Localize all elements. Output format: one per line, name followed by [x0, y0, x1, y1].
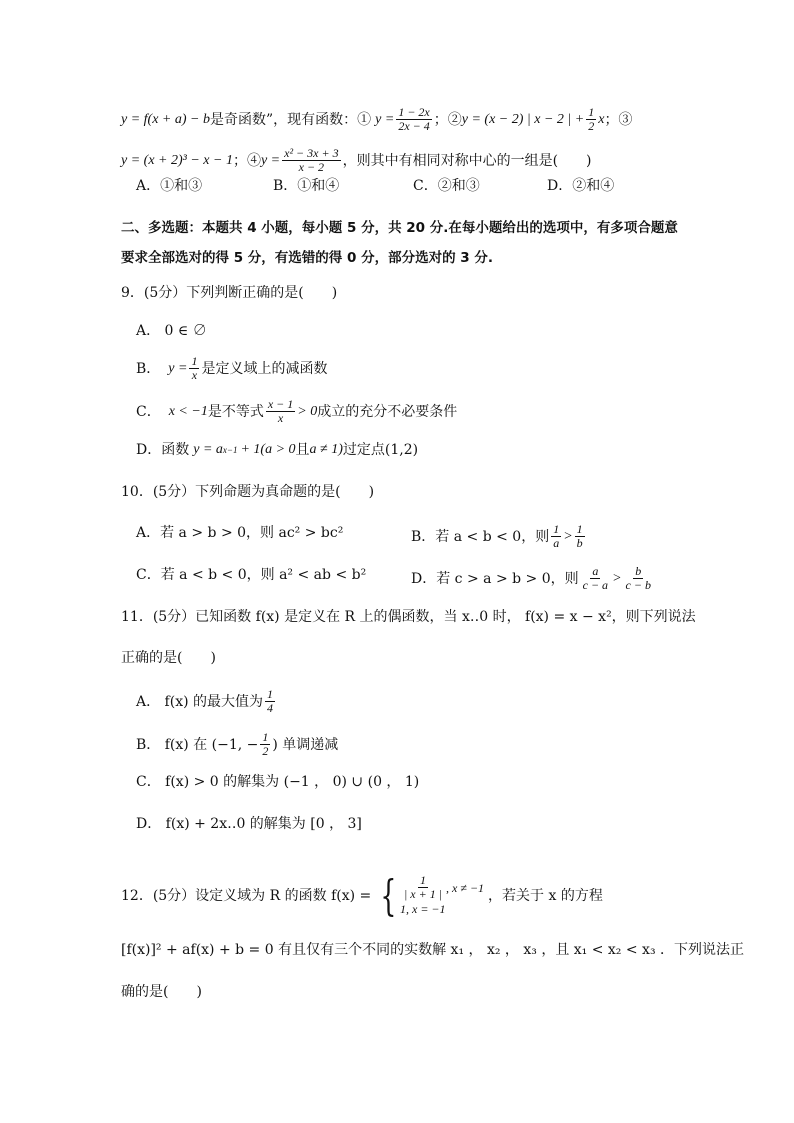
q10-b-den2: b	[576, 536, 583, 550]
q9-c-math: x < −1	[168, 403, 208, 419]
q9-b-numerator: 1	[191, 354, 198, 368]
f2-denominator: 2	[588, 119, 595, 133]
q10-d-frac1	[581, 565, 610, 592]
f2-numerator: 1	[588, 105, 595, 119]
q10-d-num1: a	[592, 564, 599, 578]
q12-case1-fraction	[402, 874, 444, 901]
q8-stem-line2	[121, 147, 681, 174]
q10-d-frac2	[624, 565, 653, 592]
q9-c-numerator: x − 1	[267, 397, 294, 411]
q9-b-head: B．	[136, 360, 161, 377]
q9-c-head: C．	[136, 403, 161, 420]
f4-denominator: x − 2	[298, 160, 325, 174]
q8-head-text: 是奇函数”，现有函数：①	[209, 111, 372, 128]
q8-option-d: D．②和④	[547, 178, 615, 194]
q10-b-frac2	[575, 523, 585, 550]
q9-d-math3: a ≠ 1)	[309, 442, 343, 457]
q9-c-tail: 成立的充分不必要条件	[317, 403, 458, 420]
q12-stem-line2: [f(x)]² + af(x) + b = 0 有且仅有三个不同的实数解 x₁ ， x₂ ， x₃ ，且 x₁ < x₂ < x₃ ．下列说法正	[121, 942, 745, 958]
f1-lhs: y =	[375, 111, 395, 127]
q11-b-tail: ) 单调递减	[272, 736, 339, 753]
q11-option-d: D． f(x) + 2x‥0 的解集为 [0 ， 3]	[136, 816, 362, 832]
q11-option-c: C． f(x) > 0 的解集为 (−1 ， 0) ∪ (0 ， 1)	[136, 774, 420, 790]
q10-b-gt: >	[563, 528, 573, 544]
q12-case1	[400, 874, 484, 901]
f1-fraction	[396, 106, 431, 133]
f2-fraction	[586, 106, 596, 133]
q9-d-math: y = a	[193, 442, 223, 457]
q10-option-d	[411, 565, 671, 592]
f3-expr: y = (x + 2)³ − x − 1	[121, 152, 233, 168]
q11-option-a	[136, 688, 696, 715]
q12-case2: 1, x = −1	[400, 902, 446, 916]
f2-expr: y = (x − 2) | x − 2 | +	[461, 111, 585, 127]
q12-case1-numerator: 1	[420, 873, 427, 887]
q11-b-numerator: 1	[262, 730, 269, 744]
section2-line1: 二、多选题：本题共 4 小题，每小题 5 分，共 20 分.在每小题给出的选项中，有多项合题意	[121, 220, 678, 236]
q12-case1-denominator: | x + 1 |	[404, 887, 443, 901]
q8-option-c: C．②和③	[413, 178, 480, 194]
q9-b-lhs: y =	[168, 360, 188, 376]
q10-b-num1: 1	[553, 522, 560, 536]
q10-option-c: C．若 a < b < 0，则 a² < ab < b²	[136, 567, 367, 583]
q12-stem-line1	[121, 870, 681, 920]
sep2: ；③	[604, 111, 633, 128]
q9-stem: 9．(5分）下列判断正确的是( )	[121, 285, 338, 301]
q10-d-den2: c − b	[625, 578, 651, 592]
f1-denominator: 2x − 4	[398, 119, 430, 133]
f1-numerator: 1 − 2x	[398, 105, 430, 119]
q12-stem-line3: 确的是( )	[121, 984, 202, 1000]
q11-b-fraction	[260, 731, 270, 758]
q8-head-math: y = f(x + a) − b	[121, 111, 210, 127]
q11-a-fraction	[265, 688, 275, 715]
section2-line2: 要求全部选对的得 5 分，有选错的得 0 分，部分选对的 3 分.	[121, 250, 494, 266]
q9-option-b	[136, 355, 696, 382]
q10-b-den1: a	[553, 536, 560, 550]
q11-a-numerator: 1	[267, 687, 274, 701]
q9-d-and: 且	[295, 442, 310, 458]
q9-option-c	[136, 398, 696, 425]
f4-numerator: x² − 3x + 3	[284, 146, 339, 160]
q12-stem-tail: ，若关于 x 的方程	[488, 887, 603, 904]
q10-d-gt: >	[612, 570, 622, 586]
f4-fraction	[282, 147, 340, 174]
q11-a-denominator: 4	[267, 701, 274, 715]
f4-lhs: y =	[260, 152, 281, 168]
q9-c-denominator: x	[277, 411, 284, 425]
q10-d-head: D．若 c > a > b > 0，则	[411, 570, 579, 587]
q9-b-fraction	[189, 355, 199, 382]
q10-b-head: B．若 a < b < 0，则	[411, 528, 550, 545]
q11-stem-line1: 11．(5分）已知函数 f(x) 是定义在 R 上的偶函数，当 x‥0 时， f(x) = x − x²，则下列说法	[121, 609, 696, 625]
q10-b-num2: 1	[576, 522, 583, 536]
q9-option-a: A． 0 ∈ ∅	[136, 323, 207, 339]
q12-stem-head: 12．(5分）设定义域为 R 的函数 f(x) =	[121, 887, 372, 904]
q9-b-tail: 是定义域上的减函数	[201, 360, 328, 377]
q9-b-denominator: x	[191, 368, 198, 382]
q10-d-num2: b	[635, 564, 642, 578]
q11-stem-line2: 正确的是( )	[121, 650, 216, 666]
f2-tail: x	[598, 111, 605, 127]
q9-c-fraction	[266, 398, 295, 425]
q11-b-denominator: 2	[262, 744, 269, 758]
q11-b-head: B． f(x) 在 (−1, −	[136, 736, 259, 753]
q9-c-tail-math: > 0	[297, 403, 318, 419]
q12-cases	[400, 874, 484, 917]
q9-c-mid: 是不等式	[207, 403, 264, 420]
sep3: ；④	[232, 152, 261, 169]
sep1: ；②	[433, 111, 462, 128]
q8-option-b: B．①和④	[273, 178, 340, 194]
q9-option-d: D．函数 y = a x−1 + 1(a > 0 且 a ≠ 1) 过定点(1,2)	[136, 442, 419, 458]
q10-option-a: A．若 a > b > 0，则 ac² > bc²	[136, 525, 344, 541]
q10-option-b	[411, 523, 671, 550]
q11-a-head: A． f(x) 的最大值为	[136, 693, 264, 710]
q12-piecewise	[375, 870, 485, 920]
q10-b-frac1	[551, 523, 561, 550]
q10-d-den1: c − a	[582, 578, 609, 592]
q8-option-a: A．①和③	[136, 178, 203, 194]
q12-case1-cond: , x ≠ −1	[446, 880, 485, 895]
q9-d-tail: 过定点(1,2)	[342, 442, 419, 458]
q8-stem-line1	[121, 106, 681, 133]
q10-stem: 10．(5分）下列命题为真命题的是( )	[121, 484, 375, 500]
q9-d-math2: + 1(a > 0	[240, 442, 296, 457]
q11-option-b	[136, 731, 696, 758]
q12-brace: {	[380, 870, 397, 920]
q9-d-head: D．函数	[136, 442, 190, 458]
q8-stem-tail: ，则其中有相同对称中心的一组是( )	[342, 152, 592, 169]
